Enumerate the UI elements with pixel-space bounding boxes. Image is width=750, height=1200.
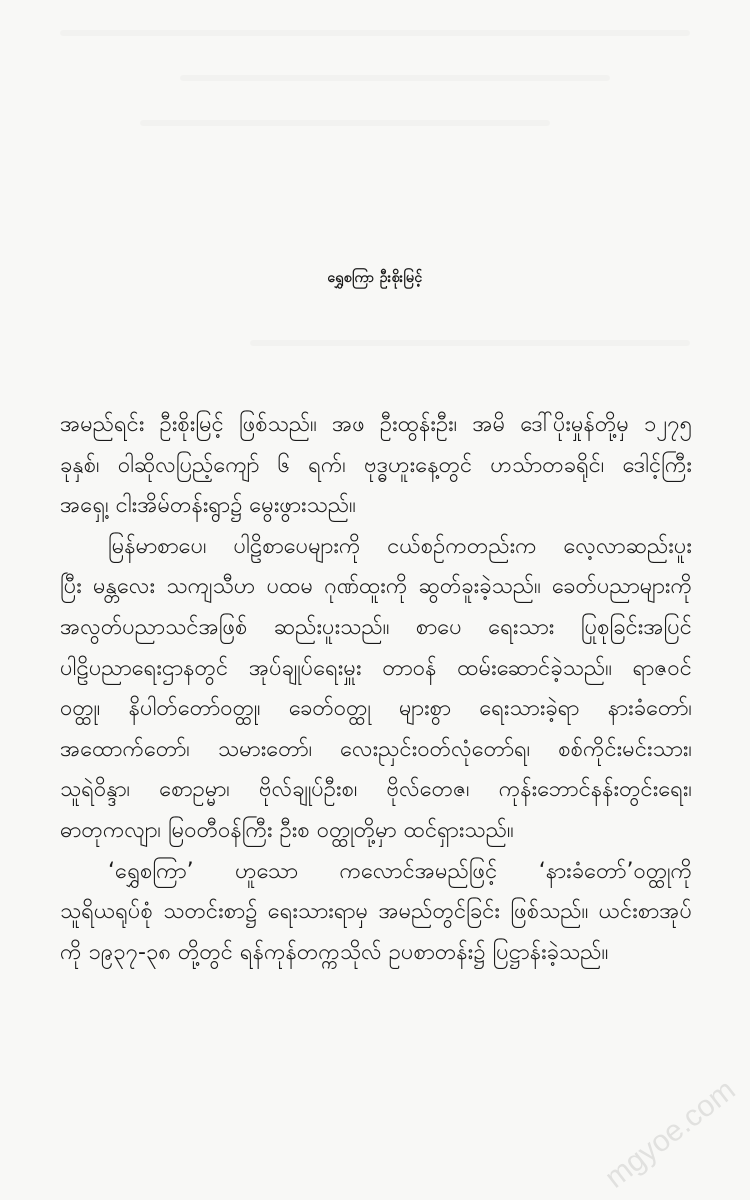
text-line: ပြီး မန္တလေး သကျသီဟ ပထမ ဂုဏ်ထူးကို ဆွတ်ခူးခဲ့သည်။ ခေတ်ပညာများကို <box>60 574 692 600</box>
bleed-through-mark <box>180 75 610 81</box>
text-line: ‘ရွှေစကြာ’ ဟူသော ကလောင်အမည်ဖြင့် ‘နားခံတော်’ဝတ္ထုကို <box>108 858 692 884</box>
text-line: အလွတ်ပညာသင်အဖြစ် ဆည်းပူးသည်။ စာပေ ရေးသား ပြုစုခြင်းအပြင် <box>60 614 692 640</box>
text-line: ခုနှစ်၊ ဝါဆိုလပြည့်ကျော် ၆ ရက်၊ ဗုဒ္ဓဟူးနေ့တွင် ဟသ်ာတခရိုင်၊ ဒေါင့်ကြီး <box>60 452 692 478</box>
text-line: အရှေ့၊ ငါးအိမ်တန်းရွာ၌ မွေးဖွားသည်။ <box>60 493 356 519</box>
text-line: ပါဠိပညာရေးဌာနတွင် အုပ်ချုပ်ရေးမှူး တာဝန် ထမ်းဆောင်ခဲ့သည်။ ရာဇဝင် <box>60 655 692 681</box>
text-line: မြန်မာစာပေ၊ ပါဠိစာပေများကို ငယ်စဉ်ကတည်းက လေ့လာဆည်းပူး <box>108 533 692 559</box>
text-line: ဓာတုကလျာ၊ မြဝတီဝန်ကြီး ဦးစ ဝတ္ထုတို့မှာ ထင်ရှားသည်။ <box>60 817 514 843</box>
page-title: ရွှေစကြာ ဦးစိုးမြင့် <box>327 270 423 286</box>
biography-text <box>60 405 692 973</box>
bleed-through-mark <box>250 340 690 346</box>
text-line: သူရိယရုပ်စုံ သတင်းစာ၌ ရေးသားရာမှ အမည်တွင်ခြင်း ဖြစ်သည်။ ယင်းစာအုပ် <box>60 899 692 925</box>
bleed-through-mark <box>140 120 550 126</box>
text-line: ကို ၁၉၃၇-၃၈ တို့တွင် ရန်ကုန်တက္ကသိုလ် ဥပစာတန်း၌ ပြဋ္ဌာန်းခဲ့သည်။ <box>60 939 609 965</box>
bleed-through-mark <box>60 30 690 36</box>
text-line: ဝတ္ထု၊ နိပါတ်တော်ဝတ္ထု၊ ခေတ်ဝတ္ထု များစွာ ရေးသားခဲ့ရာ နားခံတော်၊ <box>60 696 692 722</box>
text-line: အမည်ရင်း ဦးစိုးမြင့် ဖြစ်သည်။ အဖ ဦးထွန်းဦး၊ အမိ ဒေါ်ပိုးမှုန်တို့မှ ၁၂၇၅ <box>60 412 692 437</box>
watermark-text: mgyoe.com <box>598 1073 742 1195</box>
text-line: အထောက်တော်၊ သမားတော်၊ လေးညှင်းဝတ်လုံတော်ရ၊ စစ်ကိုင်းမင်းသား၊ <box>60 736 692 762</box>
text-line: သူရဲဝိန္ဒာ၊ စောဥမ္မာ၊ ဗိုလ်ချုပ်ဦးစ၊ ဗိုလ်တေဇ၊ ကုန်းဘောင်နန်းတွင်းရေး၊ <box>60 777 692 803</box>
